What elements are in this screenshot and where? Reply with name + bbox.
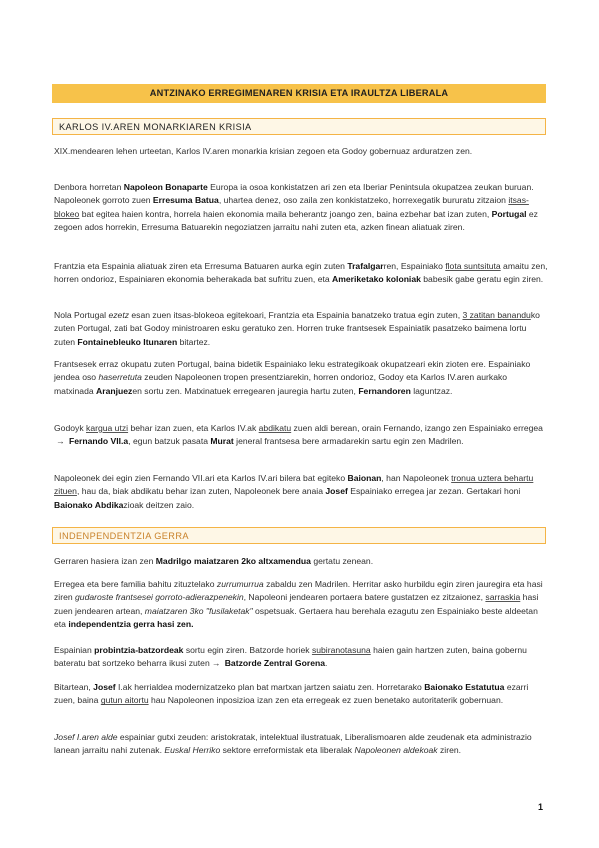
text-run: Espainian (54, 645, 95, 655)
text-run: Frantsesek erraz okupatu zuten Portugal, baina bidetik Espainiako leku estrategikoak okupatzeari ekin zioten ere. Espainiako jendea oso (54, 359, 531, 383)
paragraph (54, 681, 548, 708)
text-run: Europa ia osoa konkistatzen ari zen eta Iberiar Penintsula okupatzea zeukan buruan. Napoleonek gorroto zuen (54, 182, 534, 206)
page-number: 1 (538, 802, 544, 812)
text-run: espainiar gutxi zeuden: aristokratak, intelektual ilustratuak, Liberalismoaren alde zeudenak eta administrazio lanean jarraitu nahi zutenak. (54, 732, 532, 756)
bold-term: Murat (210, 436, 234, 447)
text-run: . (325, 658, 328, 669)
text-run: sortu egin ziren. Batzorde horiek (183, 645, 312, 655)
paragraph (54, 145, 548, 158)
underlined-term: sarraskia (485, 592, 521, 603)
text-run: ziren. (437, 745, 462, 756)
bold-term: Napoleon Bonaparte (123, 182, 208, 192)
underlined-term: subiranotasuna (311, 645, 371, 655)
text-run: Nola Portugal (54, 310, 109, 320)
paragraph (54, 181, 548, 235)
bold-term: Aranjuez (96, 385, 133, 396)
underlined-term: tronua uztera behartu zituen (54, 473, 534, 497)
italic-text: ezetz (108, 310, 130, 320)
text-run: en sortu zen. Matxinatuek erregearen jauregia hartu zuten, (132, 385, 359, 396)
text-run: ez zegoen ados horrekin, Erresuma Batuarekin negoziatzen jarraitu nahi zuten eta, azken finean aliatuak ziren. (54, 208, 538, 233)
text-run: , uhartea denez, oso zaila zen konkistatzeko, horrexegatik bururatu zitzaion (218, 195, 509, 206)
text-run: ren, Espainiako (383, 261, 446, 271)
section-heading-monarchy-crisis: KARLOS IV.AREN MONARKIAREN KRISIA (52, 118, 546, 135)
section-heading-independence-war: INDENPENDENTZIA GERRA (52, 527, 546, 544)
bold-term: Baionako Estatutua (424, 682, 505, 692)
text-run: Frantzia eta Espainia aliatuak ziren eta Erresuma Batuaren aurka egin zuten (54, 261, 348, 271)
paragraph (54, 578, 548, 632)
text-run: zuen aldi berean, orain Fernando, izango zen Espainiako erregea (291, 423, 543, 433)
text-run: esan zuen itsas-blokeoa egitekoari, Frantzia eta Espainia banatzeko tratua egin zuten, (129, 310, 463, 320)
text-run: Napoleonek dei egin zien Fernando VII.ari eta Karlos IV.ari bilera bat egiteko (54, 473, 348, 483)
paragraph (54, 422, 548, 449)
text-run: ezarri zuen, baina (54, 682, 529, 706)
italic-text: Josef I.aren alde (54, 732, 118, 742)
bold-term: Portugal (491, 208, 527, 219)
text-run: , egun batzuk pasata (128, 436, 211, 447)
bold-term: Fernandoren (358, 385, 411, 396)
underlined-term: gutun aitortu (100, 695, 149, 706)
bold-term: independentzia gerra hasi zen. (68, 619, 194, 630)
arrow-icon: → (211, 658, 221, 669)
text-run: haien gain hartzen zuten, baina gobernu bateratu bat sortzeko beharra ikusi zuten (54, 645, 527, 669)
bold-term: Josef (93, 682, 116, 692)
italic-text: Napoleonen aldekoak (354, 745, 438, 756)
text-run: hasi zuen jendearen artean, (54, 592, 539, 616)
bold-term: Baionan (347, 473, 382, 483)
underlined-term: itsas-blokeo (54, 195, 529, 219)
page-title: ANTZINAKO ERREGIMENAREN KRISIA ETA IRAULTZA LIBERALA (52, 84, 546, 103)
text-run: Erregea eta bere familia bahitu zituztelako (54, 579, 217, 589)
italic-text: Euskal Herriko (164, 745, 221, 756)
bold-term: Josef (325, 486, 348, 497)
text-run: ko zuten Portugal, zati bat Godoy ministroaren esku geratuko zen. Horren truke frantsesek Espainiatik pasatzeko baimena lortu zuten (54, 310, 540, 347)
text-run: I.ak herrialdea modernizatzeko plan bat martxan jartzen saiatu zen. Horretarako (115, 682, 425, 692)
italic-text: haserretuta (98, 372, 142, 383)
underlined-term: flota suntsituta (445, 261, 501, 271)
text-run: Denbora horretan (54, 182, 124, 192)
bold-term: probintzia-batzordeak (94, 645, 184, 655)
text-run: bat egitea haien kontra, horrela haien ekonomia maila beherantz joango zen, baina ezbehar bat izan zuten, (79, 208, 492, 219)
text-run: behar izan zuen, eta Karlos IV.ak (128, 423, 259, 433)
italic-text: maiatzaren 3ko "fusilaketak" (144, 605, 253, 616)
text-run: Espainiako erregea jar zezan. Gertakari honi (347, 486, 521, 497)
text-run: zioak deitzen zaio. (123, 499, 195, 510)
text-run: XIX.mendearen lehen urteetan, Karlos IV.aren monarkia krisian zegoen eta Godoy gobernuaz arduratzen zen. (54, 146, 473, 156)
paragraph (54, 309, 548, 349)
paragraph (54, 644, 548, 671)
paragraph (54, 731, 548, 758)
text-run: zabaldu zen Madrilen. Herritar asko hurbildu egin ziren jauregira eta hasi ziren (54, 579, 543, 603)
paragraph (54, 472, 548, 512)
text-run: Godoyk (54, 423, 87, 433)
text-run: , han Napoleonek (381, 473, 452, 483)
text-run: Bitartean, (54, 682, 94, 692)
text-run: zeuden Napoleonen tropen presentziarekin, horren ondorioz, Godoy eta Karlos IV.aren aurkako matxinada (54, 372, 508, 396)
paragraph (54, 260, 548, 287)
underlined-term: 3 zatitan banandu (462, 310, 531, 320)
text-run: ospetsuak. Gertaera hau berehala ezagutu zen Espainiako beste aldeetan eta (54, 605, 538, 630)
bold-term: Baionako Abdika (54, 499, 124, 510)
paragraph (54, 358, 548, 398)
text-run: bitartez. (177, 336, 211, 347)
text-run: amaitu zen, horren ondorioz, Espainiaren ekonomia beherakada bat sufritu zuen, eta (54, 261, 548, 285)
bold-term: Fontainebleuko Itunaren (77, 336, 178, 347)
underlined-term: abdikatu (258, 423, 292, 433)
text-run: jeneral frantsesa bere armadarekin sartu egin zen Madrilen. (233, 436, 464, 447)
text-run: laguntzaz. (410, 385, 453, 396)
bold-term: Madrilgo maiatzaren 2ko altxamendua (155, 556, 311, 566)
bold-term: Batzorde Zentral Gorena (224, 658, 325, 669)
text-run: babesik gabe geratu egin ziren. (420, 274, 544, 285)
paragraph (54, 555, 548, 568)
text-run: gertatu zenean. (310, 556, 374, 566)
italic-text: gudaroste frantsesei gorroto-adierazpenekin (75, 592, 244, 603)
text-run: sektore erreformistak eta liberalak (220, 745, 355, 756)
bold-term: Ameriketako koloniak (332, 274, 421, 285)
text-run: , Napoleoni jendearen portaera batere gustatzen ez zitzaionez, (243, 592, 486, 603)
bold-term: Fernando VII.a (68, 436, 129, 447)
text-run: hau Napoleonen inposizioa izan zen eta erregeak ez zuen benetako autoritaterik gobernuan. (148, 695, 504, 706)
text-run: Gerraren hasiera izan zen (54, 556, 156, 566)
text-run: , hau da, biak abdikatu behar izan zuten, Napoleonek bere anaia (76, 486, 326, 497)
underlined-term: kargua utzi (86, 423, 129, 433)
bold-term: Trafalgar (347, 261, 384, 271)
arrow-icon: → (56, 436, 65, 447)
italic-text: zurrumurrua (216, 579, 264, 589)
bold-term: Erresuma Batua (152, 195, 219, 206)
